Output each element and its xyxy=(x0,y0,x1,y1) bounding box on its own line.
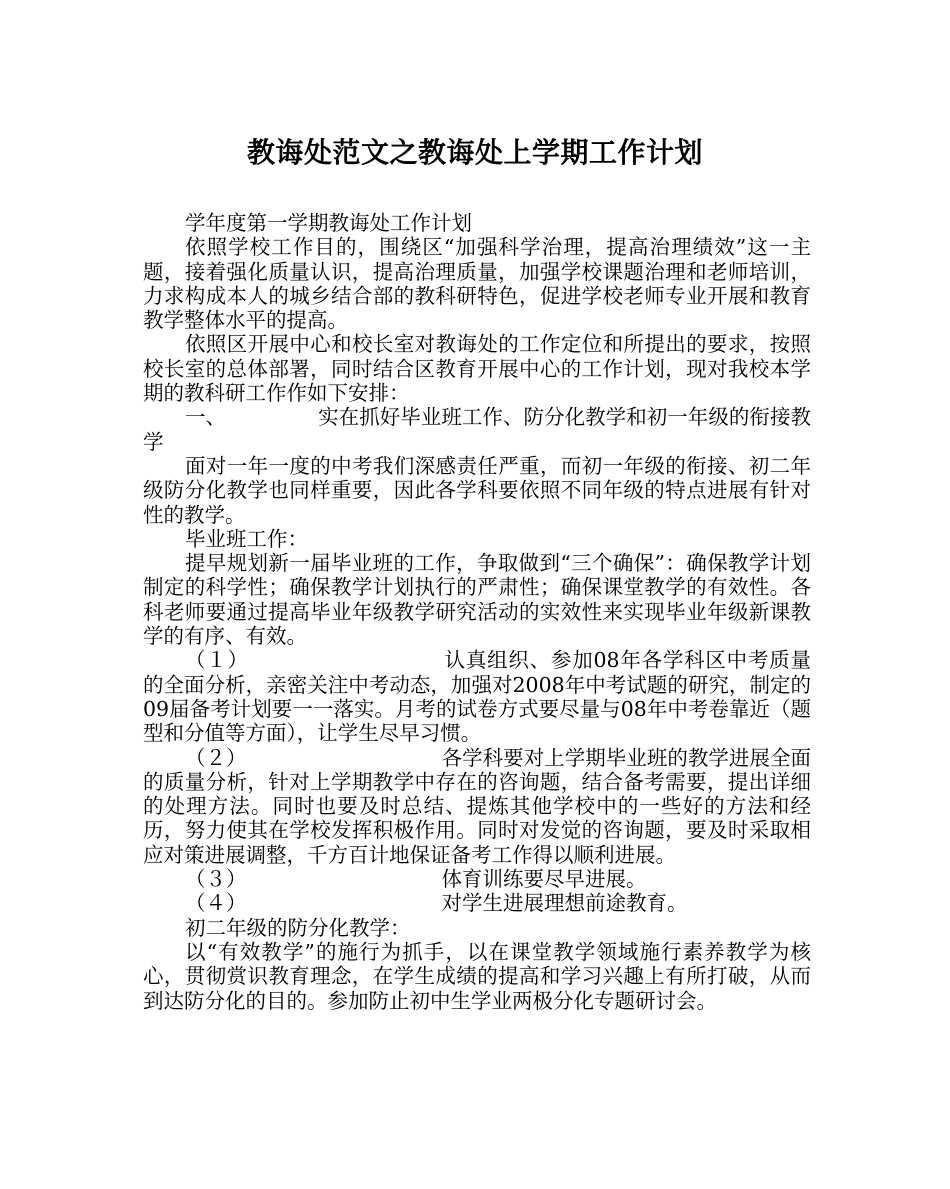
list-item-1 xyxy=(143,648,811,745)
paragraph-subtitle: 学年度第一学期教诲处工作计划 xyxy=(185,211,472,235)
paragraph-graduating: 提早规划新一届毕业班的工作，争取做到“三个确保”：确保教学计划制定的科学性；确保教学计划执行的严肃性；确保课堂教学的有效性。各科老师要通过提高毕业年级教学研究活动的实效性来实现毕业年级新课教学的有序、有效。 xyxy=(143,551,811,649)
paragraph-grades: 面对一年一度的中考我们深感责任严重，而初一年级的衔接、初二年级防分化教学也同样重要，因此各学科要依照不同年级的特点进展有针对性的教学。 xyxy=(143,453,811,527)
list-item-4 xyxy=(143,891,811,915)
list-item-text: 各学科要对上学期毕业班的教学进展全面的质量分析，针对上学期教学中存在的咨询题，结合备考需要，提出详细的处理方法。同时也要及时总结、提炼其他学校中的一些好的方法和经历，努力使其在学校发挥积极作用。同时对发觉的咨询题，要及时采取相应对策进展调整，千方百计地保证备考工作得以顺利进展。 xyxy=(143,745,812,867)
list-item-text: 体育训练要尽早进展。 xyxy=(441,867,647,892)
paragraph-grade2: 以“有效教学”的施行为抓手，以在课堂教学领域施行素养教学为核心，贯彻赏识教育理念，在学生成绩的提高和学习兴趣上有所打破，从而到达防分化的目的。参加防止初中生学业两极分化专题研讨会。 xyxy=(143,939,811,1013)
section-text: 实在抓好毕业班工作、防分化教学和初一年级的衔接教学 xyxy=(143,405,811,454)
list-item-2 xyxy=(143,746,811,867)
paragraph-graduating-heading: 毕业班工作： xyxy=(185,526,308,551)
paragraph-intro: 依照学校工作目的，围绕区“加强科学治理，提高治理绩效”这一主题，接着强化质量认识，提高治理质量，加强学校课题治理和老师培训，力求构成本人的城乡结合部的教科研特色，促进学校老师专业开展和教育教学整体水平的提高。 xyxy=(143,235,811,333)
list-item-3 xyxy=(143,867,811,891)
list-item-number: （２） xyxy=(185,745,247,770)
paragraph-arrangement: 依照区开展中心和校长室对教诲处的工作定位和所提出的要求，按照校长室的总体部署，同时结合区教育开展中心的工作计划，现对我校本学期的教科研工作作如下安排： xyxy=(143,332,811,406)
list-item-number: （４） xyxy=(185,891,247,916)
list-item-text: 认真组织、参加08年各学科区中考质量的全面分析，亲密关注中考动态，加强对2008年中考试题的研究，制定的09届备考计划要一一落实。月考的试卷方式要尽量与08年中考卷靠近（题型和分值等方面），让学生尽早习惯。 xyxy=(143,648,811,746)
section-heading-1 xyxy=(143,405,811,454)
list-item-number: （３） xyxy=(185,867,247,892)
paragraph-grade2-heading: 初二年级的防分化教学： xyxy=(185,915,411,940)
document-title: 教诲处范文之教诲处上学期工作计划 xyxy=(246,136,703,169)
list-item-text: 对学生进展理想前途教育。 xyxy=(441,891,688,916)
section-number: 一、 xyxy=(185,405,227,430)
list-item-number: （１） xyxy=(185,648,249,673)
document-body xyxy=(143,211,811,1013)
